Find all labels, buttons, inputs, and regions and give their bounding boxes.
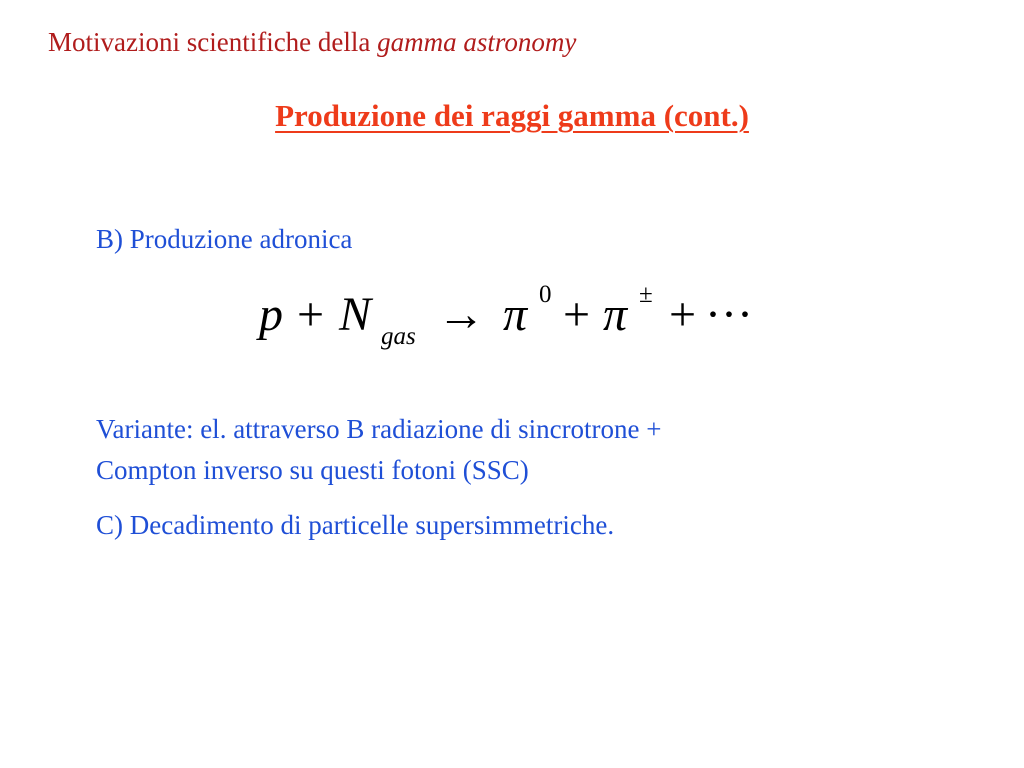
equation-pion-1: π <box>503 288 528 341</box>
equation-plus-2: + <box>563 288 591 341</box>
variante-line-1: Variante: el. attraverso B radiazione di sincrotrone + <box>96 414 662 444</box>
equation-nucleus: N <box>339 288 372 341</box>
variante-paragraph <box>96 409 662 491</box>
equation-subscript-gas: gas <box>381 323 416 350</box>
slide-header <box>48 27 576 58</box>
section-b-heading: B) Produzione adronica <box>96 224 353 254</box>
equation-proton: p <box>259 288 283 341</box>
equation-plus-3: + <box>669 288 697 341</box>
header-emphasis: gamma astronomy <box>377 27 577 57</box>
header-prefix: Motivazioni scientifiche della <box>48 27 378 57</box>
equation-pion-2: π <box>603 288 628 341</box>
equation-plus-1: + <box>297 288 325 341</box>
reaction-equation <box>257 283 767 363</box>
variante-line-2: Compton inverso su questi fotoni (SSC) <box>96 455 529 485</box>
section-c-heading: C) Decadimento di particelle supersimmetriche. <box>96 510 615 540</box>
equation-superscript-plusminus: ± <box>639 281 653 308</box>
slide-title: Produzione dei raggi gamma (cont.) <box>275 98 749 133</box>
equation-ellipsis: ··· <box>705 288 753 341</box>
equation-arrow: → <box>437 288 485 341</box>
equation-superscript-zero: 0 <box>539 281 552 308</box>
